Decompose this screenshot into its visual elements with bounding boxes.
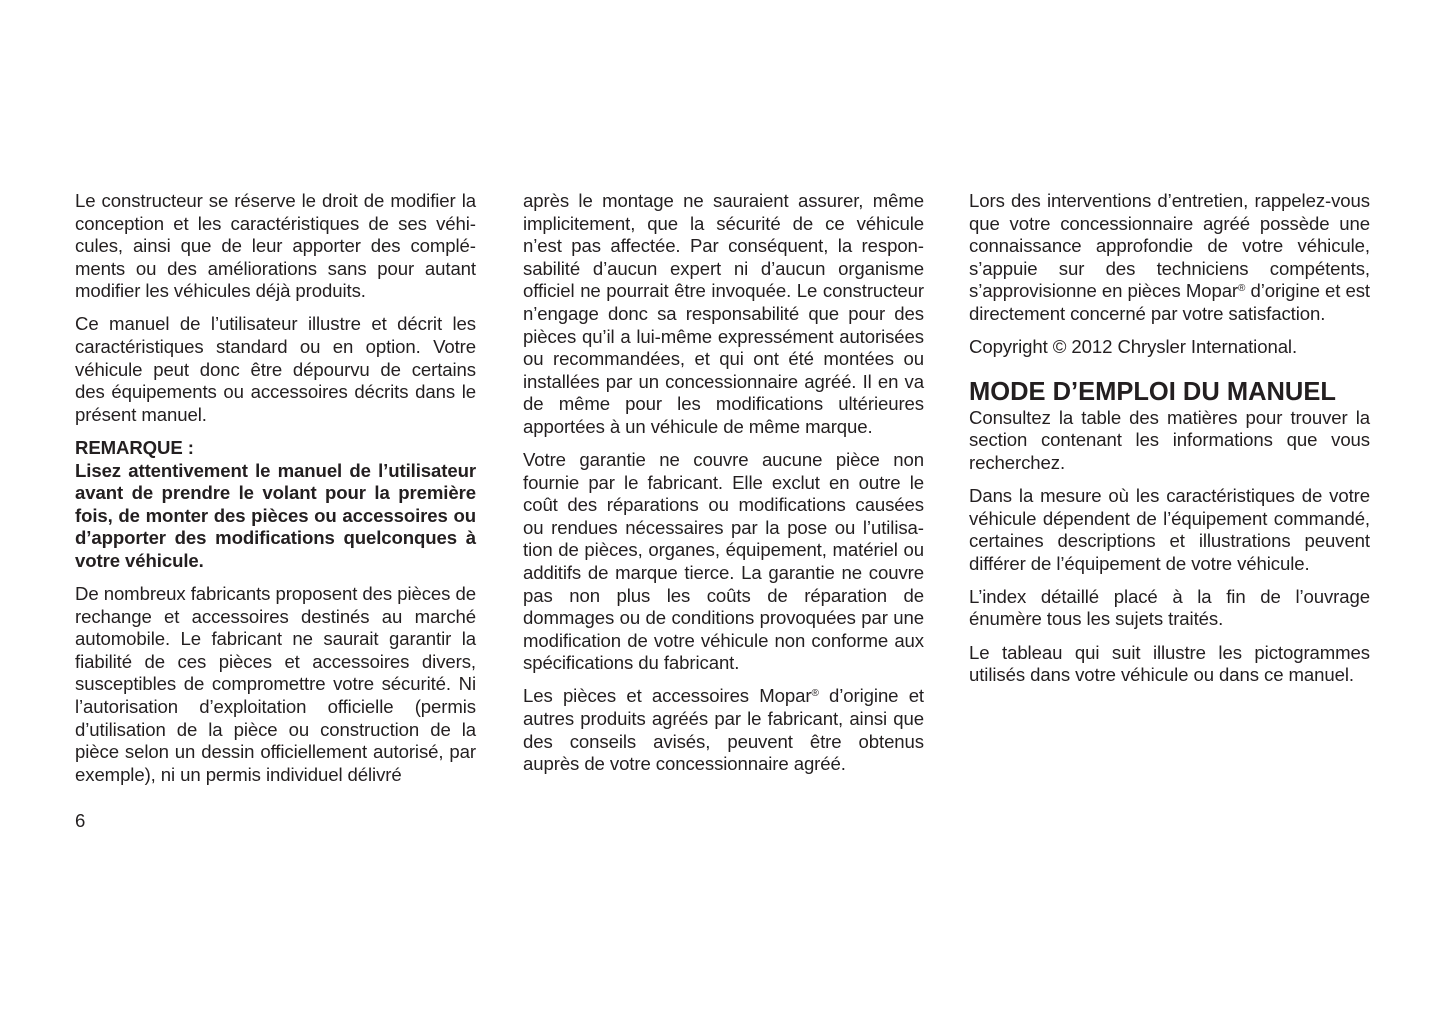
copyright-line: Copyright © 2012 Chrysler International. [969,336,1298,358]
paragraph-aftermarket-parts: De nombreux fabricants proposent des pièces de rechange et accessoires destinés au marché automobile. Le fabricant ne saurait garantir la fiabilité de ces pièces et accessoires divers, susceptibles de compromettre votre sécurité. Ni l’autorisation d’exploitation officielle (permis d’utilisation de la pièce ou construction de la pièce selon un dessin officiellement autorisé, par exemple), ni un permis individuel délivré [75,583,476,785]
paragraph-pictograms: Le tableau qui suit illustre les pictogrammes utilisés dans votre véhicule ou dans ce manuel. [969,641,1370,686]
mopar-text-after: d’origine et autres produits agréés par le fabricant, ainsi que des conseils avisés, peuvent être obtenus auprès de votre concessionnaire agréé. [523,685,924,775]
paragraph-warranty: Votre garantie ne couvre aucune pièce non fournie par le fabricant. Elle exclut en outre le coût des réparations ou modifications causées ou rendues nécessaires par la pose ou l’utilisation de pièces, organes, équipement, matériel ou additifs de marque tierce. La garantie ne couvre pas non plus les coûts de réparation de dommages ou de conditions provoquées par une modification de votre véhicule non conforme aux spécifications du fabricant. [523,449,924,674]
paragraph-mopar-parts [523,685,924,775]
registered-mark: ® [1238,283,1246,295]
paragraph-liability: après le montage ne sauraient assurer, même implicitement, que la sécurité de ce véhicule n’est pas affectée. Par conséquent, la responsabilité d’aucun expert ni d’aucun organisme officiel ne pourrait être invoquée. Le constructeur n’engage donc sa responsabilité que pour des pièces qu’il a lui-même expressément autorisées ou recommandées, et qui ont été montées ou installées par un concessionnaire agréé. Il en va de même pour les modifications ultérieures apportées à un véhicule de même marque. [523,190,924,437]
text-column-left [75,190,476,797]
note-label: REMARQUE : [75,436,194,458]
note-text: Lisez attentivement le manuel de l’utilisateur avant de prendre le volant pour la première fois, de monter des pièces ou accessoires ou d’apporter des modifications quelconques à votre véhicule. [75,459,476,571]
registered-mark: ® [811,688,819,700]
paragraph-service-reminder [969,190,1370,326]
section-heading: MODE D’EMPLOI DU MANUEL [969,377,1336,406]
text-column-middle [523,190,924,786]
mopar-text-before: Les pièces et accessoires Mopar [523,685,812,707]
paragraph-equipment-variation: Dans la mesure où les caractéristiques de votre véhicule dépendent de l’équipement commandé, certaines descriptions et illustrations peuvent différer de l’équipement de votre véhicule. [969,484,1370,574]
paragraph-manufacturer-rights: Le constructeur se réserve le droit de modifier la conception et les caractéristiques de ses véhicules, ainsi que de leur apporter des compléments ou des améliorations sans pour autant modifier les véhicules déjà produits. [75,190,476,302]
service-text-after: d’origine et est directement concerné par votre satisfaction. [969,280,1370,324]
paragraph-index: L’index détaillé placé à la fin de l’ouvrage énumère tous les sujets traités. [969,585,1370,630]
text-column-right [969,190,1370,697]
page-number: 6 [75,810,86,831]
service-text-before: Lors des interventions d’entretien, rappelez-vous que votre concessionnaire agréé possède une connaissance approfondie de votre véhicule, s’appuie sur des techniciens compétents, s’approvisionne en pièces Mopar [969,190,1370,302]
paragraph-manual-description: Ce manuel de l’utilisateur illustre et décrit les caractéristiques standard ou en option. Votre véhicule peut donc être dépourvu de certains des équipements ou accessoires décrits dans le présent manuel. [75,313,476,425]
paragraph-table-of-contents: Consultez la table des matières pour trouver la section contenant les informations que vous recherchez. [969,406,1370,473]
